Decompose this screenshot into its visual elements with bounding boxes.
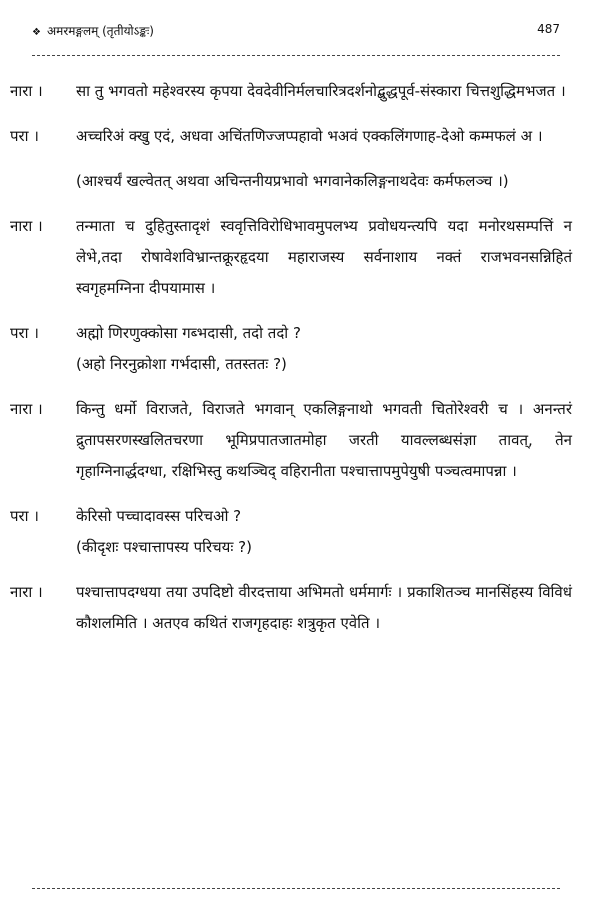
speaker-label: नारा ।	[10, 82, 43, 100]
speaker-label: नारा ।	[10, 583, 43, 601]
dialogue-text: तन्माता च दुहितुस्तादृशं स्ववृत्तिविरोधिभावमुपलभ्य प्रवोधयन्त्यपि यदा मनोरथसम्पत्तिं न लेभे,तदा रोषावेशविभ्रान्तक्रूरहृदया महाराजस्य सर्वनाशाय नक्तं राजभवनसन्निहितं स्वगृहमग्निना दीपयामास ।	[76, 217, 572, 297]
dialogue-block	[10, 76, 572, 107]
speaker-label: नारा ।	[10, 217, 43, 235]
header-divider	[32, 55, 560, 56]
dialogue-content	[10, 76, 572, 639]
dialogue-text: पश्चात्तापदग्धया तया उपदिष्टो वीरदत्ताया अभिमतो धर्ममार्गः । प्रकाशितञ्च मानसिंहस्य विविधं कौशलमिति । अतएव कथितं राजगृहदाहः शत्रुकृत एवेति ।	[76, 583, 572, 632]
dialogue-text: अच्चरिअं क्खु एदं, अधवा अचिंतणिज्जप्पहावो भअवं एक्कलिंगणाह-देओ कम्मफलं अ ।	[76, 127, 543, 145]
dialogue-block	[10, 501, 572, 563]
speaker-label: परा ।	[10, 507, 39, 525]
sanskrit-translation: (आश्चर्यं खल्वेतत् अथवा अचिन्तनीयप्रभावो भगवानेकलिङ्गनाथदेवः कर्मफलञ्च ।)	[76, 172, 509, 190]
diamond-bullet-icon: ❖	[32, 27, 41, 38]
dialogue-block	[10, 577, 572, 639]
speaker-label: परा ।	[10, 127, 39, 145]
sanskrit-translation: (अहो निरनुक्रोशा गर्भदासी, ततस्ततः ?)	[76, 355, 287, 373]
dialogue-text: केरिसो पच्चादावस्स परिचओ ?	[76, 507, 242, 525]
dialogue-block	[10, 394, 572, 487]
dialogue-block	[10, 121, 572, 197]
dialogue-text: अह्मो णिरणुक्कोसा गब्भदासी, तदो तदो ?	[76, 324, 301, 342]
page-number: 487	[537, 22, 560, 36]
dialogue-text: सा तु भगवतो महेश्वरस्य कृपया देवदेवीनिर्मलचारित्रदर्शनोद्बुद्धपूर्व-संस्कारा चित्तशुद्धिमभजत ।	[76, 82, 566, 100]
footer-divider	[32, 888, 560, 889]
sanskrit-translation: (कीदृशः पश्चात्तापस्य परिचयः ?)	[76, 538, 252, 556]
running-title	[32, 22, 154, 39]
dialogue-text: किन्तु धर्मो विराजते, विराजते भगवान् एकलिङ्गनाथो भगवती चितोरेश्वरी च । अनन्तरं द्रुतापसरणस्खलितचरणा भूमिप्रपातजातमोहा जरती यावल्लब्धसंज्ञा तावत्, तेन गृहाग्निनार्द्धदग्धा, रक्षिभिस्तु कथञ्चिद् वहिरानीता पश्चात्तापमुपेयुषी पञ्चत्वमापन्ना ।	[76, 400, 572, 480]
dialogue-block	[10, 211, 572, 304]
speaker-label: नारा ।	[10, 400, 43, 418]
speaker-label: परा ।	[10, 324, 39, 342]
dialogue-block	[10, 318, 572, 380]
page-header	[32, 22, 560, 46]
book-title: अमरमङ्गलम् (तृतीयोऽङ्कः)	[46, 24, 154, 38]
